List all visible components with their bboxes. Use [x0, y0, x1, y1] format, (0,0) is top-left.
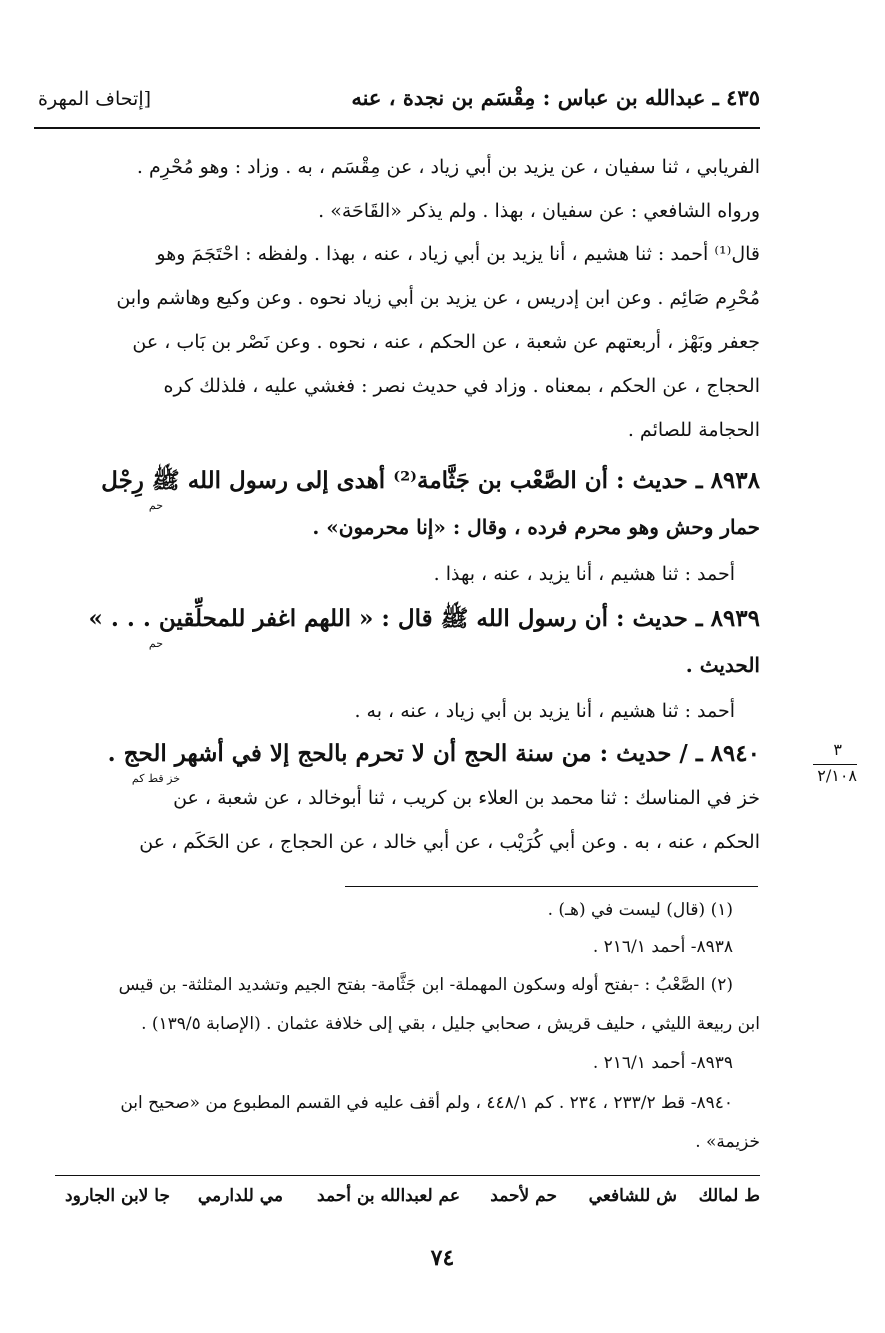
entry-8940-source: خز في المناسك : ثنا محمد بن العلاء بن كريب ، ثنا أبوخالد ، عن شعبة ، عن: [173, 787, 760, 809]
footnote: ابن ربيعة الليثي ، حليف قريش ، صحابي جليل ، بقي إلى خلافة عثمان . (الإصابة ١٣٩/٥) .: [141, 1014, 760, 1034]
book-title: [إتحاف المهرة: [38, 88, 152, 110]
body-line: جعفر وبَهْز ، أربعتهم عن شعبة ، عن الحكم ، عنه ، نحوه . وعن نَصْر بن بَاب ، عن: [132, 331, 760, 353]
footnote: ٨٩٣٨- أحمد ٢١٦/١ .: [592, 937, 733, 957]
entry-8938-heading: ٨٩٣٨ ـ حديث : أن الصَّعْب بن جَثَّامة⁽²⁾ أهدى إلى رسول الله ﷺ رِجْل: [101, 467, 760, 494]
chapter-title: ٤٣٥ ـ عبدالله بن عباس : مِقْسَم بن نجدة ، عنه: [351, 85, 760, 110]
legend-item: عم لعبدالله بن أحمد: [317, 1186, 460, 1206]
footnote: (٢) الصَّعْبُ : -بفتح أوله وسكون المهملة- ابن جَثَّامة- بفتح الجيم وتشديد المثلثة- بن قيس: [118, 975, 733, 995]
entry-8938-sigla: حم: [148, 499, 163, 512]
footnote: ٨٩٤٠- قط ٢٣٣/٢ ، ٢٣٤ . كم ٤٤٨/١ ، ولم أقف عليه في القسم المطبوع من «صحيح ابن: [120, 1093, 733, 1113]
entry-8939-sigla: حم: [148, 637, 163, 650]
entry-8940-source: الحكم ، عنه ، به . وعن أبي كُرَيْب ، عن أبي خالد ، عن الحجاج ، عن الحَكَم ، عن: [139, 831, 760, 853]
footnote: خزيمة» .: [695, 1132, 760, 1152]
legend-item: ش للشافعي: [588, 1186, 677, 1206]
margin-ref-rule: [813, 764, 857, 765]
legend-item: ط لمالك: [698, 1186, 760, 1206]
entry-8938-text: حمار وحش وهو محرم فرده ، وقال : «إنا محرمون» .: [312, 515, 760, 539]
body-line: الحجامة للصائم .: [627, 419, 760, 441]
body-line: قال⁽¹⁾ أحمد : ثنا هشيم ، أنا يزيد بن أبي زياد ، عنه ، بهذا . ولفظه : احْتَجَمَ وهو: [156, 243, 760, 265]
entry-8939-source: أحمد : ثنا هشيم ، أنا يزيد بن أبي زياد ، عنه ، به .: [354, 700, 735, 722]
entry-8939-text: الحديث .: [685, 653, 760, 677]
legend-item: حم لأحمد: [490, 1186, 557, 1206]
entry-8940-heading: ٨٩٤٠ ـ / حديث : من سنة الحج أن لا تحرم بالحج إلا في أشهر الحج .: [107, 740, 760, 767]
footnote: (١) (قال) ليست في (هـ) .: [547, 900, 733, 920]
entry-8940-sigla: خز قط كم: [131, 772, 180, 785]
legend-item: مي للدارمي: [197, 1186, 283, 1206]
page-number: ٧٤: [430, 1245, 455, 1271]
margin-ref-top: ٣: [833, 740, 842, 759]
entry-8938-source: أحمد : ثنا هشيم ، أنا يزيد ، عنه ، بهذا .: [433, 563, 735, 585]
body-line: ورواه الشافعي : عن سفيان ، بهذا . ولم يذكر «القَاحَة» .: [318, 200, 760, 222]
body-line: مُحْرِم صَائِم . وعن ابن إدريس ، عن يزيد بن أبي زياد نحوه . وعن وكيع وهاشم وابن: [116, 287, 760, 309]
legend-item: جا لابن الجارود: [65, 1186, 170, 1206]
footnote: ٨٩٣٩- أحمد ٢١٦/١ .: [592, 1053, 733, 1073]
body-line: الحجاج ، عن الحكم ، بمعناه . وزاد في حديث نصر : فغشي عليه ، فلذلك كره: [163, 375, 760, 397]
entry-8939-heading: ٨٩٣٩ ـ حديث : أن رسول الله ﷺ قال : « اللهم اغفر للمحلِّقين . . . »: [88, 605, 760, 632]
footnote-rule: [345, 886, 758, 887]
legend-rule: [55, 1175, 760, 1176]
body-line: الفريابي ، ثنا سفيان ، عن يزيد بن أبي زياد ، عن مِقْسَم ، به . وزاد : وهو مُحْرِم .: [136, 156, 760, 178]
header-rule: [34, 127, 760, 129]
margin-ref-bottom: ٢/١٠٨: [817, 766, 857, 785]
